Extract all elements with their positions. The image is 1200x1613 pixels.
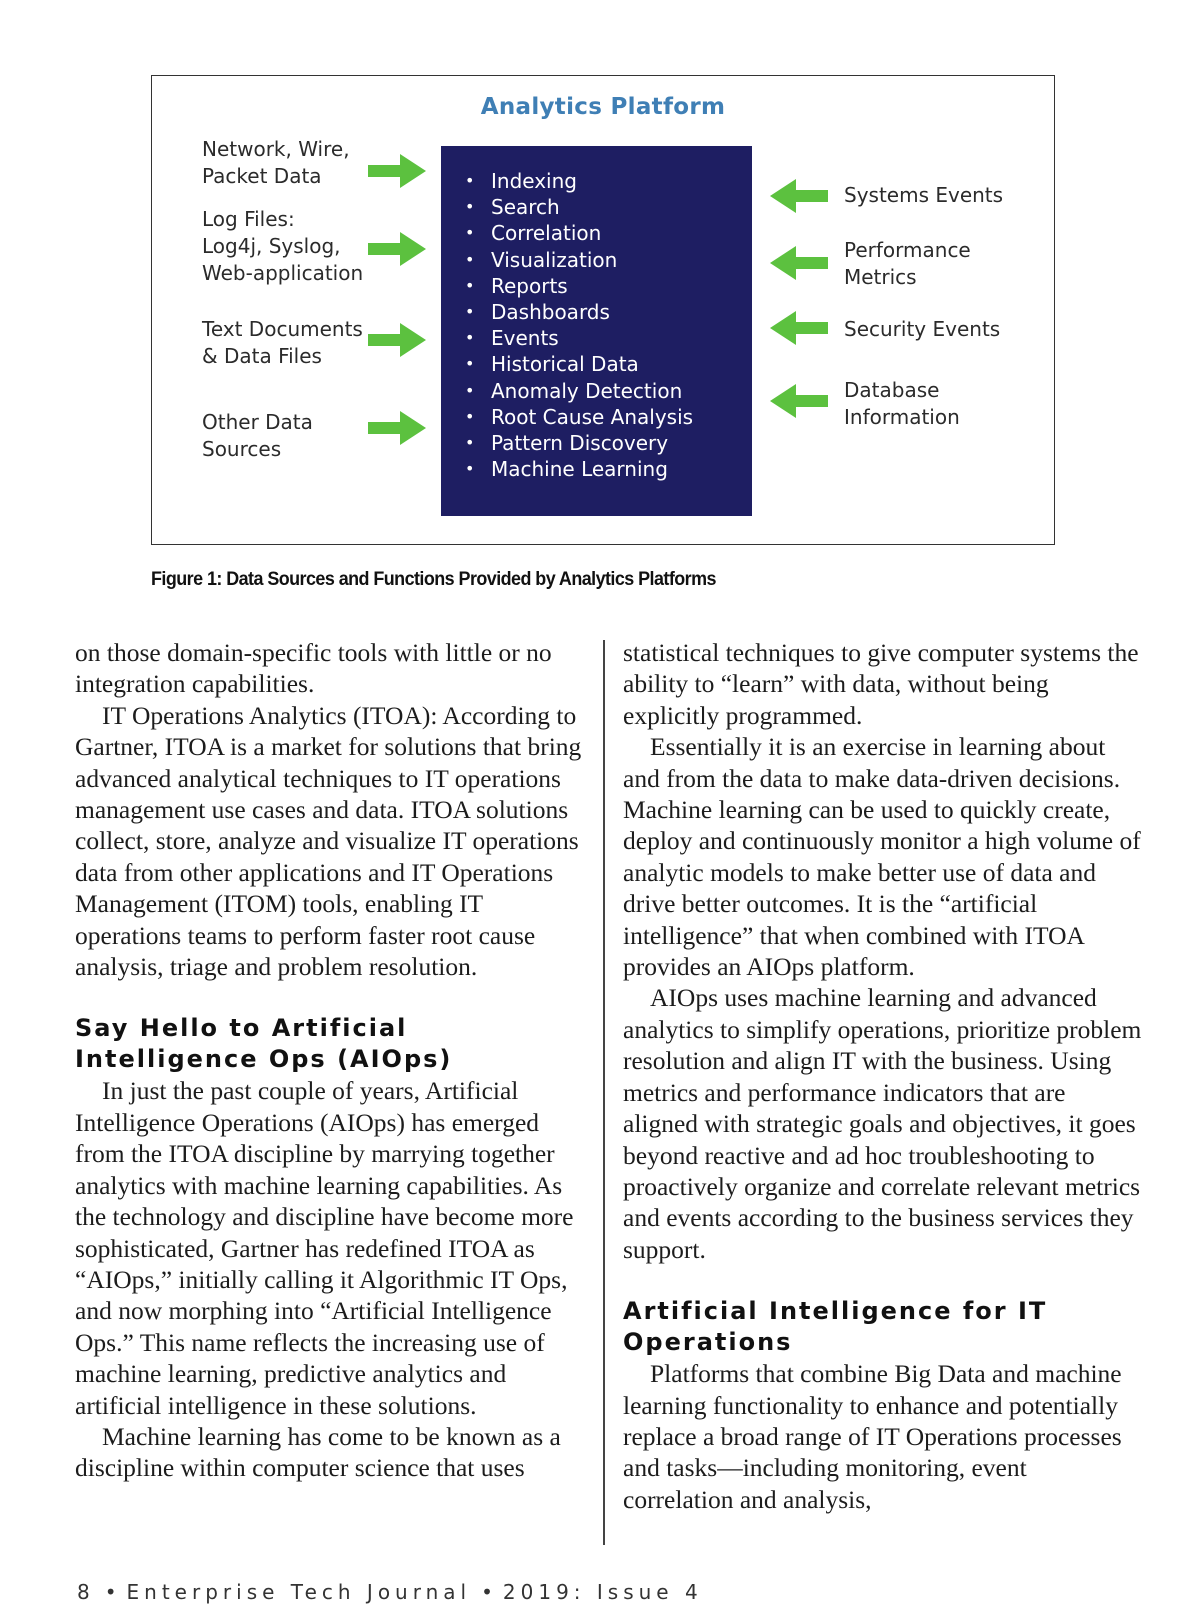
paragraph: Machine learning has come to be known as a discipline within computer science that uses: [75, 1421, 561, 1483]
function-item: • Dashboards: [465, 299, 752, 325]
figure-title: Analytics Platform: [480, 94, 726, 120]
arrow-left-icon: [770, 246, 828, 280]
paragraph: In just the past couple of years, Artificial Intelligence Operations (AIOps) has emerged from the ITOA discipline by marrying together analytics with machine learning capabilities. As the technology and discipline have become more sophisticated, Gartner has redefined ITOA as “AIOps,” initially calling it Algorithmic IT Ops, and now morphing into “Artificial Intelligence Ops.” This name reflects the increasing use of machine learning, predictive analytics and artificial intelligence in these solutions.: [75, 1076, 574, 1420]
publication-name: Enterprise Tech Journal: [126, 1580, 472, 1604]
paragraph: Essentially it is an exercise in learning about and from the data to make data-driven decisions. Machine learning can be used to quickly create, deploy and continuously monitor a high volume of analytic models to make better use of data and drive better outcomes. It is the “artificial intelligence” that when combined with ITOA provides an AIOps platform.: [623, 732, 1141, 982]
column-divider: [603, 640, 605, 1545]
paragraph: statistical techniques to give computer systems the ability to “learn” with data, without being explicitly programmed.: [623, 638, 1139, 730]
arrow-left-icon: [770, 179, 828, 213]
left-source-network: Network, Wire, Packet Data: [202, 137, 350, 188]
page-footer: 8 • Enterprise Tech Journal • 2019: Issue 4: [77, 1580, 703, 1604]
paragraph: Platforms that combine Big Data and machine learning functionality to enhance and potentially replace a broad range of IT Operations processes and tasks—including monitoring, event correlation and analysis,: [623, 1359, 1122, 1514]
function-item: • Root Cause Analysis: [465, 404, 752, 430]
function-item: • Anomaly Detection: [465, 378, 752, 404]
left-column: [75, 637, 587, 1484]
page-number: 8: [77, 1580, 95, 1604]
left-source-logs: Log Files: Log4j, Syslog, Web-application: [202, 207, 364, 285]
function-item: • Pattern Discovery: [465, 430, 752, 456]
paragraph: AIOps uses machine learning and advanced analytics to simplify operations, prioritize problem resolution and align IT with the business. Using metrics and performance indicators that are aligned with strategic goals and objectives, it goes beyond reactive and ad hoc troubleshooting to proactively organize and correlate relevant metrics and events according to the business services they support.: [623, 983, 1142, 1264]
section-heading: Artificial Intelligence for IT Operations: [623, 1297, 1048, 1357]
figure-caption: Figure 1: Data Sources and Functions Provided by Analytics Platforms: [151, 568, 716, 590]
function-item: • Indexing: [465, 168, 752, 194]
functions-panel: [441, 146, 752, 516]
function-item: • Machine Learning: [465, 456, 752, 482]
arrow-right-icon: [368, 232, 426, 266]
function-item: • Visualization: [465, 247, 752, 273]
figure-diagram: [151, 75, 1055, 545]
arrow-left-icon: [770, 384, 828, 418]
right-source-performance-metrics: Performance Metrics: [844, 238, 971, 289]
paragraph: on those domain-specific tools with little or no integration capabilities.: [75, 638, 552, 699]
left-source-other: Other Data Sources: [202, 410, 313, 461]
function-item: • Correlation: [465, 220, 752, 246]
function-item: • Search: [465, 194, 752, 220]
arrow-right-icon: [368, 411, 426, 445]
right-source-security-events: Security Events: [844, 317, 1001, 341]
functions-list: [465, 168, 752, 482]
function-item: • Reports: [465, 273, 752, 299]
left-source-text-documents: Text Documents & Data Files: [202, 317, 363, 368]
issue-label: 2019: Issue 4: [502, 1580, 703, 1604]
paragraph: IT Operations Analytics (ITOA): According to Gartner, ITOA is a market for solutions that bring advanced analytical techniques to IT operations management use cases and data. ITOA solutions collect, store, analyze and visualize IT operations data from other applications and IT Operations Management (ITOM) tools, enabling IT operations teams to perform faster root cause analysis, triage and problem resolution.: [75, 700, 582, 982]
function-item: • Historical Data: [465, 351, 752, 377]
section-heading: Say Hello to Artificial Intelligence Ops (AIOps): [75, 1014, 453, 1074]
arrow-right-icon: [368, 154, 426, 188]
arrow-left-icon: [770, 311, 828, 345]
right-column: [623, 637, 1143, 1515]
right-source-systems-events: Systems Events: [844, 183, 1004, 207]
right-source-database-information: Database Information: [844, 378, 960, 429]
function-item: • Events: [465, 325, 752, 351]
arrow-right-icon: [368, 323, 426, 357]
